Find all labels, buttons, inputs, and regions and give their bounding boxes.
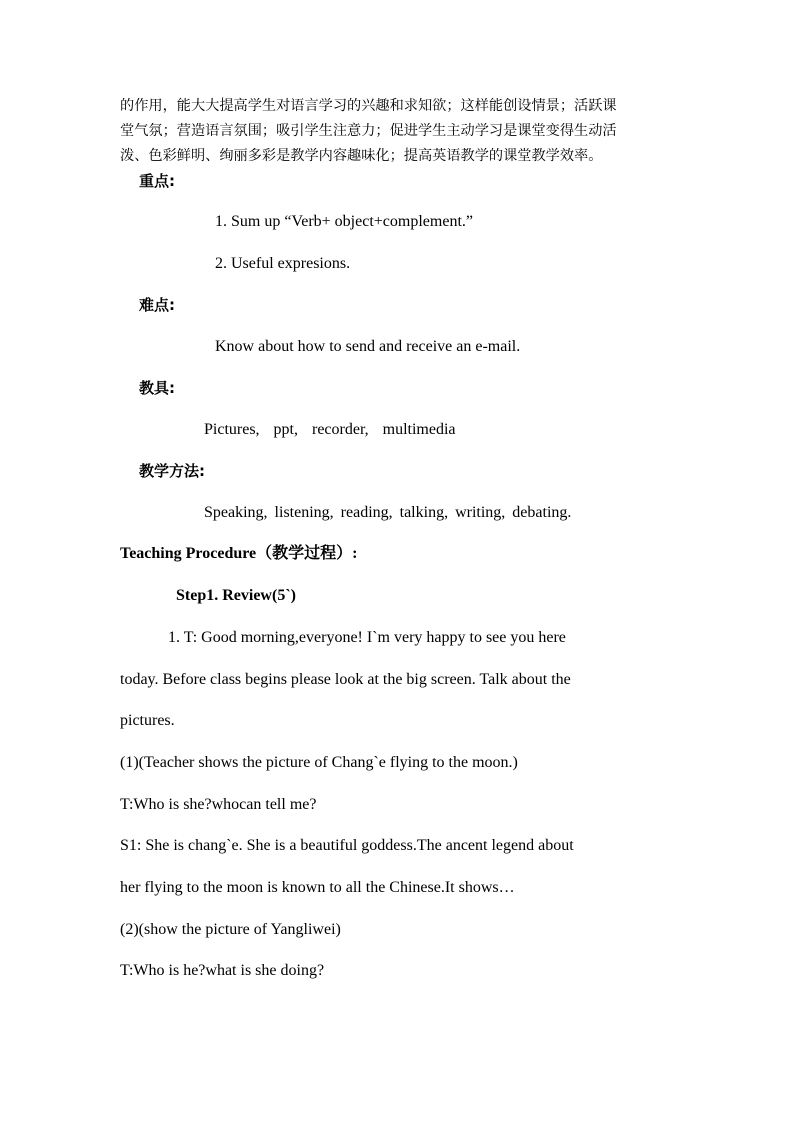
procedure-line: today. Before class begins please look at the big screen. Talk about the	[120, 671, 571, 688]
intro-line: 堂气氛；营造语言氛围；吸引学生注意力；促进学生主动学习是课堂变得生动活	[120, 123, 617, 139]
procedure-line: (2)(show the picture of Yangliwei)	[120, 921, 341, 938]
key-points-heading: 重点:	[139, 172, 175, 190]
procedure-line: 1. T: Good morning,everyone! I`m very happy to see you here	[168, 629, 566, 646]
key-point-item: 2. Useful expresions.	[215, 255, 351, 272]
procedure-heading: Teaching Procedure（教学过程）:	[120, 545, 358, 562]
procedure-line: T:Who is she?whocan tell me?	[120, 796, 317, 813]
key-point-item: 1. Sum up “Verb+ object+complement.”	[215, 213, 473, 230]
procedure-line: T:Who is he?what is she doing?	[120, 962, 325, 979]
difficult-points-heading: 难点:	[139, 296, 175, 314]
intro-line: 的作用，能大大提高学生对语言学习的兴趣和求知欲；这样能创设情景；活跃课	[120, 98, 617, 114]
difficult-points-text: Know about how to send and receive an e-mail.	[215, 338, 521, 355]
teaching-aids-text: Pictures, ppt, recorder, multimedia	[204, 421, 456, 438]
teaching-aids-heading: 教具:	[139, 379, 175, 397]
intro-line: 泼、色彩鲜明、绚丽多彩是教学内容趣味化；提高英语教学的课堂教学效率。	[120, 148, 603, 164]
procedure-line: (1)(Teacher shows the picture of Chang`e flying to the moon.)	[120, 754, 518, 771]
teaching-methods-heading: 教学方法:	[139, 462, 205, 480]
teaching-methods-text: Speaking, listening, reading, talking, writing, debating.	[204, 504, 572, 521]
step1-heading: Step1. Review(5`)	[176, 587, 296, 604]
procedure-line: S1: She is chang`e. She is a beautiful goddess.The ancent legend about	[120, 837, 574, 854]
intro-paragraph	[120, 94, 680, 169]
procedure-line: pictures.	[120, 712, 175, 729]
procedure-line: her flying to the moon is known to all the Chinese.It shows…	[120, 879, 515, 896]
